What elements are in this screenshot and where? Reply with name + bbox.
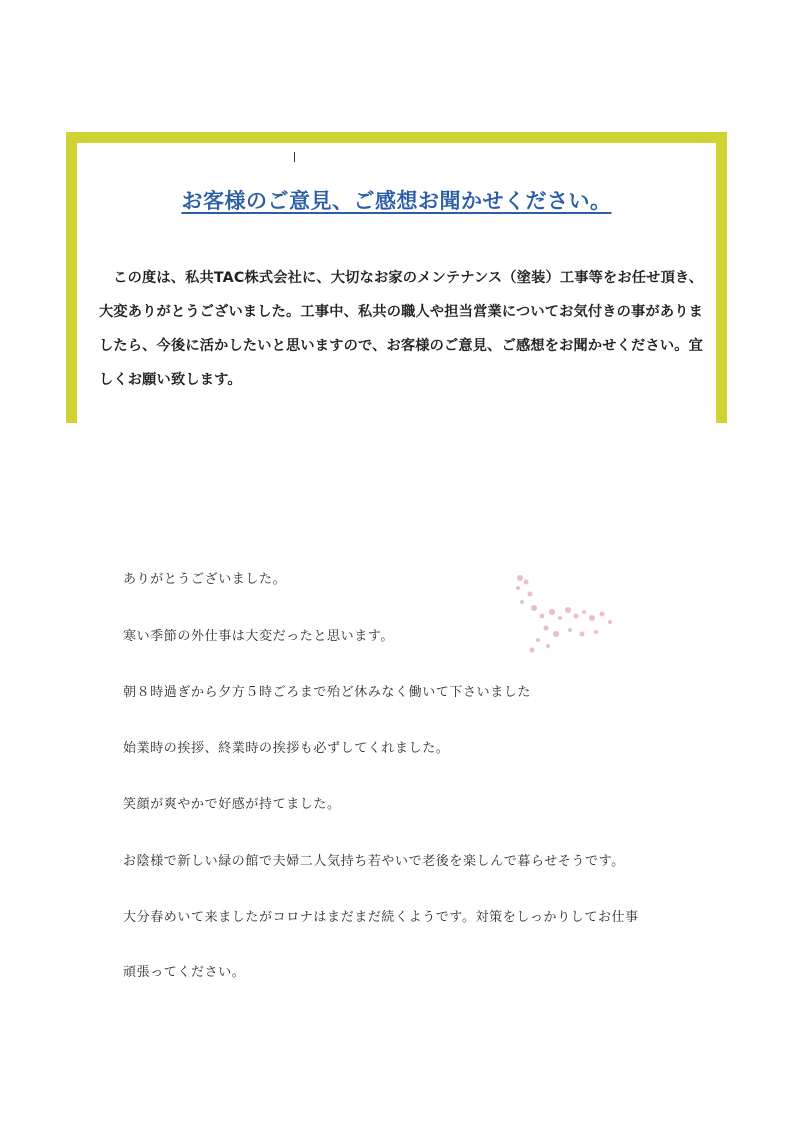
reply-line: お陰様で新しい緑の館で夫婦二人気持ち若やいで老後を楽しんで暮らせそうです。 <box>123 854 625 869</box>
red-stamp-smudge <box>512 572 618 656</box>
notice-title: お客様のご意見、ご感想お聞かせください。 <box>181 189 612 213</box>
notice-frame <box>66 132 727 423</box>
reply-line: 始業時の挨拶、終業時の挨拶も必ずしてくれました。 <box>123 741 450 756</box>
reply-line: 朝８時過ぎから夕方５時ごろまで殆ど休みなく働いて下さいました <box>123 685 532 700</box>
reply-line: 笑顔が爽やかで好感が持てました。 <box>123 797 341 812</box>
reply-line: 寒い季節の外仕事は大変だったと思います。 <box>123 629 394 644</box>
pen-mark <box>294 152 295 162</box>
reply-line: ありがとうございました。 <box>123 572 287 587</box>
reply-line: 頑張ってください。 <box>123 965 246 980</box>
notice-body: この度は、私共TAC株式会社に、大切なお家のメンテナンス（塗装）工事等をお任せ頂き、大変ありがとうございました。工事中、私共の職人や担当営業についてお気付きの事がありましたら、今後に活かしたいと思いますので、お客様のご意見、ご感想をお聞かせください。宜しくお願い致します。 <box>99 270 704 388</box>
reply-line: 大分春めいて来ましたがコロナはまだまだ続くようです。対策をしっかりしてお仕事 <box>123 910 639 925</box>
